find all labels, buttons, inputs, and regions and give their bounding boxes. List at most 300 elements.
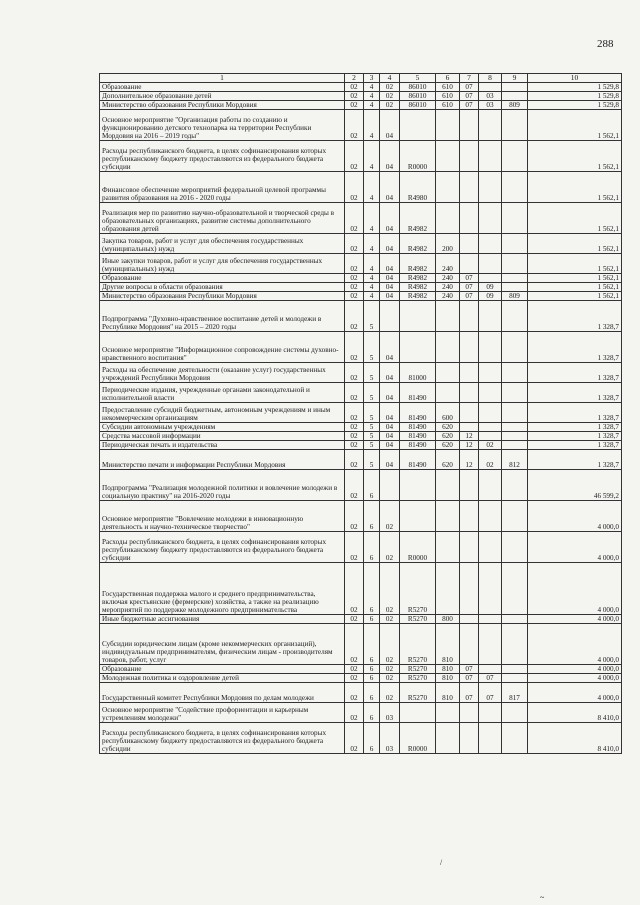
row-code-c5 <box>400 301 436 332</box>
row-name: Расходы республиканского бюджета, в целях софинансирования которых республиканскому бюджету предоставляются из федерального бюджета субсидии <box>100 532 345 563</box>
row-code-c4: 04 <box>380 403 400 423</box>
table-row <box>100 703 622 723</box>
row-code-c5: R4982 <box>400 254 436 274</box>
row-code-c7 <box>460 234 479 254</box>
row-code-c2: 02 <box>345 563 364 615</box>
table-row <box>100 254 622 274</box>
row-code-c9 <box>502 532 528 563</box>
row-amount: 4 000,0 <box>528 624 622 665</box>
row-code-c3: 4 <box>364 110 380 141</box>
row-name: Иные закупки товаров, работ и услуг для обеспечения государственных (муниципальных) нужд <box>100 254 345 274</box>
row-code-c5: R0000 <box>400 723 436 754</box>
row-code-c9 <box>502 83 528 92</box>
row-code-c4 <box>380 301 400 332</box>
row-code-c6: 240 <box>436 274 460 283</box>
row-code-c8 <box>479 470 502 501</box>
row-code-c2: 02 <box>345 141 364 172</box>
row-code-c7 <box>460 563 479 615</box>
row-code-c4: 04 <box>380 450 400 470</box>
table-row <box>100 332 622 363</box>
row-code-c7 <box>460 203 479 234</box>
row-name: Подпрограмма "Реализация молодежной политики и вовлечение молодежи в социальную практику" на 2016-2020 годы <box>100 470 345 501</box>
row-code-c3: 6 <box>364 665 380 674</box>
row-name: Расходы республиканского бюджета, в целях софинансирования которых республиканскому бюджету предоставляются из федерального бюджета субсидии <box>100 141 345 172</box>
row-amount: 1 328,7 <box>528 432 622 441</box>
row-code-c2: 02 <box>345 274 364 283</box>
row-code-c9 <box>502 674 528 683</box>
row-code-c7 <box>460 110 479 141</box>
row-name: Основное мероприятие "Вовлечение молодежи в инновационную деятельность и научно-техническое творчество" <box>100 501 345 532</box>
row-amount: 1 562,1 <box>528 283 622 292</box>
row-code-c6: 620 <box>436 423 460 432</box>
row-code-c4: 02 <box>380 563 400 615</box>
table-row <box>100 234 622 254</box>
row-code-c3: 6 <box>364 532 380 563</box>
row-code-c5: R0000 <box>400 532 436 563</box>
row-code-c2: 02 <box>345 665 364 674</box>
row-code-c5: R4982 <box>400 292 436 301</box>
row-code-c2: 02 <box>345 450 364 470</box>
row-code-c9: 812 <box>502 450 528 470</box>
row-name: Финансовое обеспечение мероприятий федеральной целевой программы развития образования на 2016 - 2020 годы <box>100 172 345 203</box>
row-name: Субсидии автономным учреждениям <box>100 423 345 432</box>
row-code-c7: 12 <box>460 432 479 441</box>
row-code-c7 <box>460 403 479 423</box>
row-code-c3: 4 <box>364 101 380 110</box>
row-code-c8 <box>479 172 502 203</box>
row-amount: 4 000,0 <box>528 563 622 615</box>
table-row <box>100 615 622 624</box>
column-header-2: 2 <box>345 74 364 83</box>
row-name: Основное мероприятие "Организация работы по созданию и функционированию детского технопарка на территории Республики Мордовия на 2016 – 2019 годы" <box>100 110 345 141</box>
row-code-c7 <box>460 332 479 363</box>
row-code-c6: 600 <box>436 403 460 423</box>
row-code-c3: 5 <box>364 423 380 432</box>
row-amount: 4 000,0 <box>528 674 622 683</box>
row-code-c2: 02 <box>345 703 364 723</box>
table-row <box>100 450 622 470</box>
row-code-c2: 02 <box>345 423 364 432</box>
row-code-c5: R5270 <box>400 665 436 674</box>
table-row <box>100 423 622 432</box>
row-amount: 1 328,7 <box>528 441 622 450</box>
table-row <box>100 141 622 172</box>
row-code-c2: 02 <box>345 234 364 254</box>
row-code-c9 <box>502 501 528 532</box>
row-code-c8 <box>479 141 502 172</box>
row-amount: 1 562,1 <box>528 141 622 172</box>
row-code-c9: 809 <box>502 101 528 110</box>
table-row <box>100 172 622 203</box>
row-name: Иные бюджетные ассигнования <box>100 615 345 624</box>
row-code-c8 <box>479 274 502 283</box>
row-name: Основное мероприятие "Содействие профориентации и карьерным устремлениям молодежи" <box>100 703 345 723</box>
row-code-c5: R5270 <box>400 615 436 624</box>
row-amount: 1 328,7 <box>528 450 622 470</box>
row-code-c9 <box>502 441 528 450</box>
row-code-c9 <box>502 254 528 274</box>
row-amount: 1 529,8 <box>528 83 622 92</box>
row-amount: 1 328,7 <box>528 403 622 423</box>
row-code-c6: 610 <box>436 101 460 110</box>
row-code-c6 <box>436 301 460 332</box>
row-code-c4: 02 <box>380 501 400 532</box>
row-code-c6 <box>436 110 460 141</box>
row-code-c8: 03 <box>479 101 502 110</box>
row-code-c9 <box>502 723 528 754</box>
row-code-c5: 81490 <box>400 432 436 441</box>
row-code-c7: 07 <box>460 283 479 292</box>
row-code-c3: 4 <box>364 234 380 254</box>
row-code-c6 <box>436 141 460 172</box>
row-name: Другие вопросы в области образования <box>100 283 345 292</box>
row-code-c4: 04 <box>380 110 400 141</box>
row-amount: 1 328,7 <box>528 383 622 403</box>
row-code-c8 <box>479 301 502 332</box>
row-code-c9 <box>502 274 528 283</box>
row-code-c9 <box>502 234 528 254</box>
row-amount: 1 328,7 <box>528 332 622 363</box>
row-code-c2: 02 <box>345 403 364 423</box>
row-amount: 8 410,0 <box>528 723 622 754</box>
row-code-c3: 5 <box>364 450 380 470</box>
table-row <box>100 532 622 563</box>
row-code-c6 <box>436 723 460 754</box>
table-row <box>100 92 622 101</box>
row-code-c9 <box>502 141 528 172</box>
row-amount: 1 562,1 <box>528 234 622 254</box>
row-code-c4: 04 <box>380 283 400 292</box>
row-amount: 1 328,7 <box>528 423 622 432</box>
row-amount: 4 000,0 <box>528 683 622 703</box>
row-code-c6: 620 <box>436 441 460 450</box>
row-code-c5 <box>400 703 436 723</box>
row-name: Министерство образования Республики Мордовия <box>100 292 345 301</box>
row-code-c2: 02 <box>345 470 364 501</box>
row-code-c5: R4982 <box>400 274 436 283</box>
row-code-c3: 5 <box>364 332 380 363</box>
row-code-c3: 4 <box>364 172 380 203</box>
column-header-1: 1 <box>100 74 345 83</box>
table-row <box>100 665 622 674</box>
column-header-10: 10 <box>528 74 622 83</box>
row-code-c8 <box>479 624 502 665</box>
column-header-4: 4 <box>380 74 400 83</box>
row-code-c7 <box>460 703 479 723</box>
row-code-c3: 4 <box>364 141 380 172</box>
row-code-c3: 4 <box>364 254 380 274</box>
row-amount: 1 529,8 <box>528 101 622 110</box>
row-code-c3: 6 <box>364 470 380 501</box>
row-code-c3: 5 <box>364 403 380 423</box>
row-code-c7 <box>460 423 479 432</box>
table-row <box>100 470 622 501</box>
row-code-c7: 07 <box>460 101 479 110</box>
row-code-c8 <box>479 203 502 234</box>
row-code-c8 <box>479 83 502 92</box>
row-code-c7: 12 <box>460 441 479 450</box>
row-code-c3: 5 <box>364 432 380 441</box>
row-code-c7: 07 <box>460 292 479 301</box>
row-code-c8: 03 <box>479 92 502 101</box>
row-code-c2: 02 <box>345 674 364 683</box>
row-code-c5: 81490 <box>400 441 436 450</box>
row-code-c2: 02 <box>345 172 364 203</box>
row-code-c2: 02 <box>345 92 364 101</box>
row-code-c2: 02 <box>345 723 364 754</box>
table-row <box>100 624 622 665</box>
row-name: Государственная поддержка малого и среднего предпринимательства, включая крестьянские (фермерские) хозяйства, а также на реализацию мероприятий по поддержке молодежного предпринимательства <box>100 563 345 615</box>
row-code-c9 <box>502 203 528 234</box>
row-code-c4: 04 <box>380 332 400 363</box>
row-code-c4: 04 <box>380 423 400 432</box>
row-name: Министерство печати и информации Республики Мордовия <box>100 450 345 470</box>
row-code-c2: 02 <box>345 363 364 383</box>
column-header-8: 8 <box>479 74 502 83</box>
table-row <box>100 501 622 532</box>
row-code-c7: 07 <box>460 665 479 674</box>
table-row <box>100 274 622 283</box>
row-name: Образование <box>100 83 345 92</box>
row-code-c7 <box>460 383 479 403</box>
row-code-c5: R5270 <box>400 683 436 703</box>
row-code-c6 <box>436 563 460 615</box>
row-code-c7 <box>460 615 479 624</box>
row-code-c3: 4 <box>364 83 380 92</box>
row-amount: 1 328,7 <box>528 301 622 332</box>
row-code-c9 <box>502 332 528 363</box>
row-code-c6 <box>436 470 460 501</box>
row-code-c8 <box>479 254 502 274</box>
row-amount: 4 000,0 <box>528 615 622 624</box>
row-code-c4: 04 <box>380 254 400 274</box>
row-code-c4: 02 <box>380 92 400 101</box>
row-code-c3: 4 <box>364 292 380 301</box>
row-code-c9 <box>502 615 528 624</box>
row-code-c4: 04 <box>380 274 400 283</box>
row-code-c2: 02 <box>345 332 364 363</box>
table-row <box>100 432 622 441</box>
row-code-c3: 4 <box>364 274 380 283</box>
row-code-c8 <box>479 110 502 141</box>
table-row <box>100 563 622 615</box>
row-code-c8: 09 <box>479 292 502 301</box>
row-code-c4: 04 <box>380 203 400 234</box>
row-code-c9: 809 <box>502 292 528 301</box>
row-name: Расходы на обеспечение деятельности (оказание услуг) государственных учреждений Республики Мордовия <box>100 363 345 383</box>
row-code-c8 <box>479 423 502 432</box>
row-code-c7 <box>460 172 479 203</box>
row-code-c4: 02 <box>380 674 400 683</box>
row-code-c4: 04 <box>380 363 400 383</box>
row-code-c2: 02 <box>345 83 364 92</box>
row-name: Подпрограмма "Духовно-нравственное воспитание детей и молодежи в Республике Мордовия" на 2015 – 2020 годы <box>100 301 345 332</box>
row-amount: 46 599,2 <box>528 470 622 501</box>
row-code-c6 <box>436 203 460 234</box>
row-code-c9 <box>502 470 528 501</box>
row-name: Реализация мер по развитию научно-образовательной и творческой среды в образовательных организациях, развитие системы дополнительного образования детей <box>100 203 345 234</box>
row-code-c5: R5270 <box>400 674 436 683</box>
row-code-c8 <box>479 363 502 383</box>
row-code-c6: 240 <box>436 254 460 274</box>
row-amount: 4 000,0 <box>528 501 622 532</box>
row-amount: 1 562,1 <box>528 292 622 301</box>
row-name: Образование <box>100 665 345 674</box>
row-code-c2: 02 <box>345 501 364 532</box>
row-code-c6: 810 <box>436 683 460 703</box>
row-code-c3: 4 <box>364 283 380 292</box>
row-code-c2: 02 <box>345 683 364 703</box>
row-code-c2: 02 <box>345 432 364 441</box>
row-code-c5: R4980 <box>400 172 436 203</box>
column-header-7: 7 <box>460 74 479 83</box>
row-code-c3: 6 <box>364 723 380 754</box>
row-name: Основное мероприятие "Информационное сопровождение системы духовно-нравственного воспитания" <box>100 332 345 363</box>
row-code-c5: 86010 <box>400 83 436 92</box>
row-code-c2: 02 <box>345 301 364 332</box>
row-code-c8 <box>479 403 502 423</box>
row-code-c6: 620 <box>436 450 460 470</box>
row-code-c9 <box>502 703 528 723</box>
table-row <box>100 441 622 450</box>
row-name: Дополнительное образование детей <box>100 92 345 101</box>
row-code-c9 <box>502 283 528 292</box>
row-code-c2: 02 <box>345 283 364 292</box>
row-code-c7 <box>460 301 479 332</box>
row-code-c8 <box>479 703 502 723</box>
row-code-c9 <box>502 92 528 101</box>
row-code-c7: 07 <box>460 683 479 703</box>
table-header <box>100 74 622 83</box>
row-code-c9 <box>502 403 528 423</box>
row-code-c4: 02 <box>380 615 400 624</box>
row-code-c2: 02 <box>345 441 364 450</box>
table-row <box>100 363 622 383</box>
column-header-9: 9 <box>502 74 528 83</box>
table-row <box>100 301 622 332</box>
row-name: Образование <box>100 274 345 283</box>
row-code-c4: 02 <box>380 101 400 110</box>
row-code-c6 <box>436 703 460 723</box>
row-code-c7: 12 <box>460 450 479 470</box>
row-code-c2: 02 <box>345 254 364 274</box>
scan-mark: / <box>440 858 443 867</box>
row-code-c2: 02 <box>345 101 364 110</box>
row-code-c7 <box>460 532 479 563</box>
row-code-c3: 5 <box>364 383 380 403</box>
row-code-c3: 6 <box>364 501 380 532</box>
row-code-c5 <box>400 110 436 141</box>
row-code-c7: 07 <box>460 83 479 92</box>
row-code-c5: R5270 <box>400 624 436 665</box>
row-code-c7 <box>460 501 479 532</box>
row-code-c6: 810 <box>436 674 460 683</box>
page-number: 288 <box>597 38 614 50</box>
row-code-c6: 200 <box>436 234 460 254</box>
row-code-c9 <box>502 363 528 383</box>
budget-table <box>99 73 622 754</box>
row-code-c6 <box>436 363 460 383</box>
row-code-c3: 5 <box>364 301 380 332</box>
row-name: Министерство образования Республики Мордовия <box>100 101 345 110</box>
row-code-c6: 810 <box>436 624 460 665</box>
row-code-c4: 04 <box>380 383 400 403</box>
row-code-c2: 02 <box>345 203 364 234</box>
row-code-c8 <box>479 383 502 403</box>
column-header-5: 5 <box>400 74 436 83</box>
row-code-c5: 81490 <box>400 383 436 403</box>
row-code-c5: R4982 <box>400 283 436 292</box>
row-code-c3: 6 <box>364 615 380 624</box>
row-code-c6: 610 <box>436 83 460 92</box>
row-code-c9 <box>502 432 528 441</box>
row-amount: 1 562,1 <box>528 254 622 274</box>
row-code-c9: 817 <box>502 683 528 703</box>
row-code-c8 <box>479 615 502 624</box>
row-code-c5: R0000 <box>400 141 436 172</box>
row-code-c7 <box>460 723 479 754</box>
row-code-c8 <box>479 723 502 754</box>
row-code-c4: 03 <box>380 703 400 723</box>
row-code-c3: 5 <box>364 441 380 450</box>
row-code-c6: 240 <box>436 292 460 301</box>
row-amount: 4 000,0 <box>528 665 622 674</box>
row-code-c4: 04 <box>380 432 400 441</box>
row-code-c5: R4982 <box>400 234 436 254</box>
row-code-c3: 6 <box>364 624 380 665</box>
row-code-c4: 03 <box>380 723 400 754</box>
row-code-c7 <box>460 254 479 274</box>
row-code-c5: R5270 <box>400 563 436 615</box>
row-name: Предоставление субсидий бюджетным, автономным учреждениям и иным некоммерческим организациям <box>100 403 345 423</box>
row-code-c6 <box>436 172 460 203</box>
row-code-c3: 6 <box>364 563 380 615</box>
row-code-c2: 02 <box>345 292 364 301</box>
row-code-c5 <box>400 332 436 363</box>
row-amount: 1 529,8 <box>528 92 622 101</box>
row-code-c6 <box>436 532 460 563</box>
row-code-c5: 86010 <box>400 92 436 101</box>
row-name: Периодические издания, учрежденные органами законодательной и исполнительной власти <box>100 383 345 403</box>
row-code-c8 <box>479 501 502 532</box>
row-code-c6 <box>436 501 460 532</box>
row-code-c8 <box>479 532 502 563</box>
row-code-c3: 5 <box>364 363 380 383</box>
table-row <box>100 110 622 141</box>
row-name: Субсидии юридическим лицам (кроме некоммерческих организаций), индивидуальным предпринимателям, физическим лицам - производителям товаров, работ, услуг <box>100 624 345 665</box>
row-code-c2: 02 <box>345 624 364 665</box>
row-code-c9 <box>502 563 528 615</box>
row-amount: 1 562,1 <box>528 274 622 283</box>
row-code-c4 <box>380 470 400 501</box>
row-code-c8: 02 <box>479 441 502 450</box>
row-amount: 4 000,0 <box>528 532 622 563</box>
row-code-c8 <box>479 665 502 674</box>
row-code-c7: 07 <box>460 92 479 101</box>
row-amount: 8 410,0 <box>528 703 622 723</box>
row-code-c7 <box>460 624 479 665</box>
row-code-c6 <box>436 383 460 403</box>
row-amount: 1 562,1 <box>528 110 622 141</box>
row-code-c8 <box>479 432 502 441</box>
row-name: Расходы республиканского бюджета, в целях софинансирования которых республиканскому бюджету предоставляются из федерального бюджета субсидии <box>100 723 345 754</box>
row-code-c5: 81000 <box>400 363 436 383</box>
row-code-c7 <box>460 470 479 501</box>
row-code-c7: 07 <box>460 274 479 283</box>
row-name: Государственный комитет Республики Мордовия по делам молодежи <box>100 683 345 703</box>
table-row <box>100 283 622 292</box>
row-code-c9 <box>502 110 528 141</box>
